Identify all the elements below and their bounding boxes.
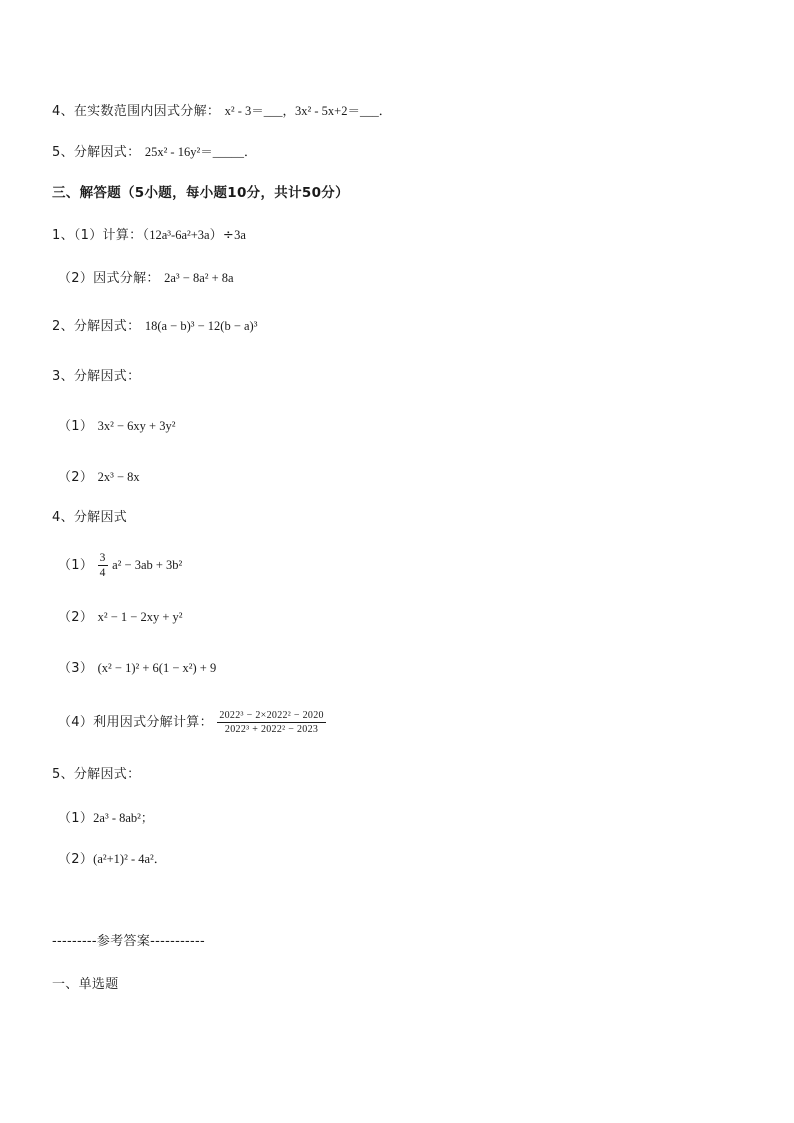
math-expression: (x² − 1)² + 6(1 − x²) + 9 xyxy=(97,661,217,675)
fraction xyxy=(217,710,326,735)
math-expression: 3x² − 6xy + 3y² xyxy=(97,419,176,433)
math-expression: 2a³ - 8ab²； xyxy=(93,811,154,825)
math-expression: 25x² - 16y²＝_____． xyxy=(144,145,257,159)
question-text: （3） xyxy=(58,661,94,676)
question-text: 1、（1）计算：（ xyxy=(52,228,150,243)
section-heading-problems: 三、解答题（5小题，每小题10分，共计50分） xyxy=(52,185,349,201)
question-text: （2）因式分解： xyxy=(58,271,160,286)
fraction-numerator: 3 xyxy=(99,552,106,564)
math-expression: a² − 3ab + 3b² xyxy=(112,558,183,572)
math-expression: 2a³ − 8a² + 8a xyxy=(164,271,234,285)
question-text: （2） xyxy=(58,610,94,625)
problem-4-part-4 xyxy=(58,710,326,735)
problem-4-part-2 xyxy=(58,608,183,627)
question-text: 4、在实数范围内因式分解： xyxy=(52,104,221,119)
math-expression: 18(a − b)³ − 12(b − a)³ xyxy=(144,319,258,333)
question-text: 2、分解因式： xyxy=(52,319,141,334)
math-expression: x² - 3＝___，3x² - 5x+2＝___． xyxy=(224,104,392,118)
problem-4-part-3 xyxy=(58,659,216,678)
question-text: （1） xyxy=(58,811,94,826)
question-text: （4）利用因式分解计算： xyxy=(58,715,213,730)
fraction-numerator: 2022³ − 2×2022² − 2020 xyxy=(219,710,324,721)
problem-2 xyxy=(52,317,257,336)
problem-1-part-2 xyxy=(58,269,234,288)
fraction xyxy=(98,552,108,579)
math-expression: x² − 1 − 2xy + y² xyxy=(97,610,183,624)
problem-1-part-1 xyxy=(52,226,246,245)
fill-question-4 xyxy=(52,102,391,121)
answers-divider: ---------参考答案----------- xyxy=(52,934,206,949)
problem-5-part-2 xyxy=(58,850,166,869)
section-heading-single-choice: 一、单选题 xyxy=(52,977,119,992)
math-expression: 12a³-6a²+3a xyxy=(149,228,210,242)
fill-question-5 xyxy=(52,143,256,162)
problem-4-part-1 xyxy=(58,552,182,579)
problem-3-heading: 3、分解因式： xyxy=(52,369,141,384)
question-text: （1） xyxy=(58,558,94,573)
problem-3-part-1 xyxy=(58,417,175,436)
math-expression: 3a xyxy=(234,228,246,242)
problem-5-part-1 xyxy=(58,809,153,828)
problem-4-heading: 4、分解因式 xyxy=(52,510,128,525)
question-text: （2） xyxy=(58,852,94,867)
problem-3-part-2 xyxy=(58,468,140,487)
question-text: （1） xyxy=(58,419,94,434)
fraction-denominator: 4 xyxy=(99,567,106,579)
math-expression: (a²+1)² - 4a²． xyxy=(93,852,167,866)
problem-5-heading: 5、分解因式： xyxy=(52,767,141,782)
question-text: （2） xyxy=(58,470,94,485)
fraction-denominator: 2022³ + 2022² − 2023 xyxy=(224,724,319,735)
question-text: ）÷ xyxy=(209,228,235,243)
question-text: 5、分解因式： xyxy=(52,145,141,160)
math-expression: 2x³ − 8x xyxy=(97,470,140,484)
